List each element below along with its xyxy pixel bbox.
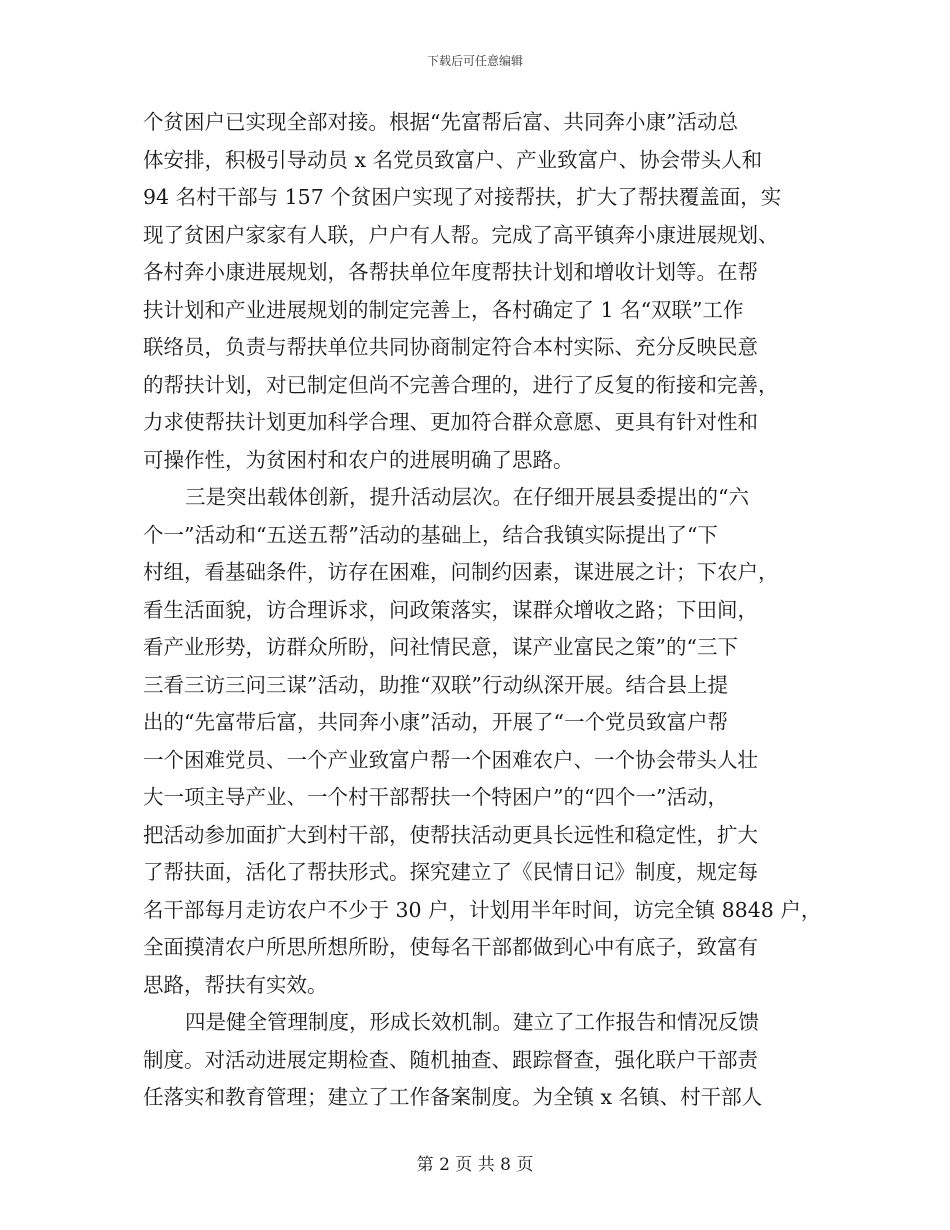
text-line: 94 名村干部与 157 个贫困户实现了对接帮扶，扩大了帮扶覆盖面，实	[143, 185, 782, 209]
document-body	[143, 104, 822, 1117]
text-line: 可操作性，为贫困村和农户的进展明确了思路。	[143, 447, 574, 472]
text-line: 一个困难党员、一个产业致富户帮一个困难农户、一个协会带头人壮	[143, 747, 758, 772]
page-number: 第 2 页 共 8 页	[416, 1155, 534, 1175]
text-line: 把活动参加面扩大到村干部，使帮扶活动更具长远性和稳定性，扩大	[143, 822, 758, 847]
text-line: 了帮扶面，活化了帮扶形式。探究建立了《民情日记》制度，规定每	[143, 860, 758, 884]
text-line: 个一”活动和“五送五帮”活动的基础上，结合我镇实际提出了“下	[143, 522, 718, 547]
text-line: 各村奔小康进展规划，各帮扶单位年度帮扶计划和增收计划等。在帮	[143, 260, 758, 284]
text-line: 体安排，积极引导动员 x 名党员致富户、产业致富户、协会带头人和	[143, 147, 763, 172]
page-header-note: 下载后可任意编辑	[426, 54, 523, 68]
text-line: 出的“先富带后富，共同奔小康”活动，开展了“一个党员致富户帮	[143, 710, 728, 734]
text-line: 大一项主导产业、一个村干部帮扶一个特困户”的“四个一”活动，	[143, 785, 728, 809]
text-line: 三看三访三问三谋”活动，助推“双联”行动纵深开展。结合县上提	[143, 672, 728, 697]
text-line: 看产业形势，访群众所盼，问社情民意，谋产业富民之策”的“三下	[143, 635, 738, 659]
paragraph-start-line: 四是健全管理制度，形成长效机制。建立了工作报告和情况反馈	[185, 1010, 759, 1034]
text-line: 全面摸清农户所思所想所盼，使每名干部都做到心中有底子，致富有	[143, 935, 758, 959]
text-line: 任落实和教育管理；建立了工作备案制度。为全镇 x 名镇、村干部人	[143, 1085, 763, 1109]
text-line: 思路，帮扶有实效。	[143, 972, 328, 997]
text-line: 联络员，负责与帮扶单位共同协商制定符合本村实际、充分反映民意	[143, 335, 758, 359]
text-line: 力求使帮扶计划更加科学合理、更加符合群众意愿、更具有针对性和	[143, 410, 758, 434]
text-line: 的帮扶计划，对已制定但尚不完善合理的，进行了反复的衔接和完善，	[143, 372, 779, 397]
text-line: 现了贫困户家家有人联，户户有人帮。完成了高平镇奔小康进展规划、	[143, 222, 779, 247]
text-line: 个贫困户已实现全部对接。根据“先富帮后富、共同奔小康”活动总	[143, 110, 738, 134]
text-line: 扶计划和产业进展规划的制定完善上，各村确定了 1 名“双联”工作	[143, 297, 744, 322]
text-line: 制度。对活动进展定期检查、随机抽查、跟踪督查，强化联户干部责	[143, 1047, 758, 1072]
paragraph-start-line: 三是突出载体创新，提升活动层次。在仔细开展县委提出的“六	[185, 485, 749, 509]
text-line: 名干部每月走访农户不少于 30 户，计划用半年时间，访完全镇 8848 户，	[143, 897, 822, 922]
text-line: 看生活面貌，访合理诉求，问政策落实，谋群众增收之路；下田间，	[143, 597, 758, 622]
text-line: 村组，看基础条件，访存在困难，问制约因素，谋进展之计；下农户，	[143, 560, 779, 584]
